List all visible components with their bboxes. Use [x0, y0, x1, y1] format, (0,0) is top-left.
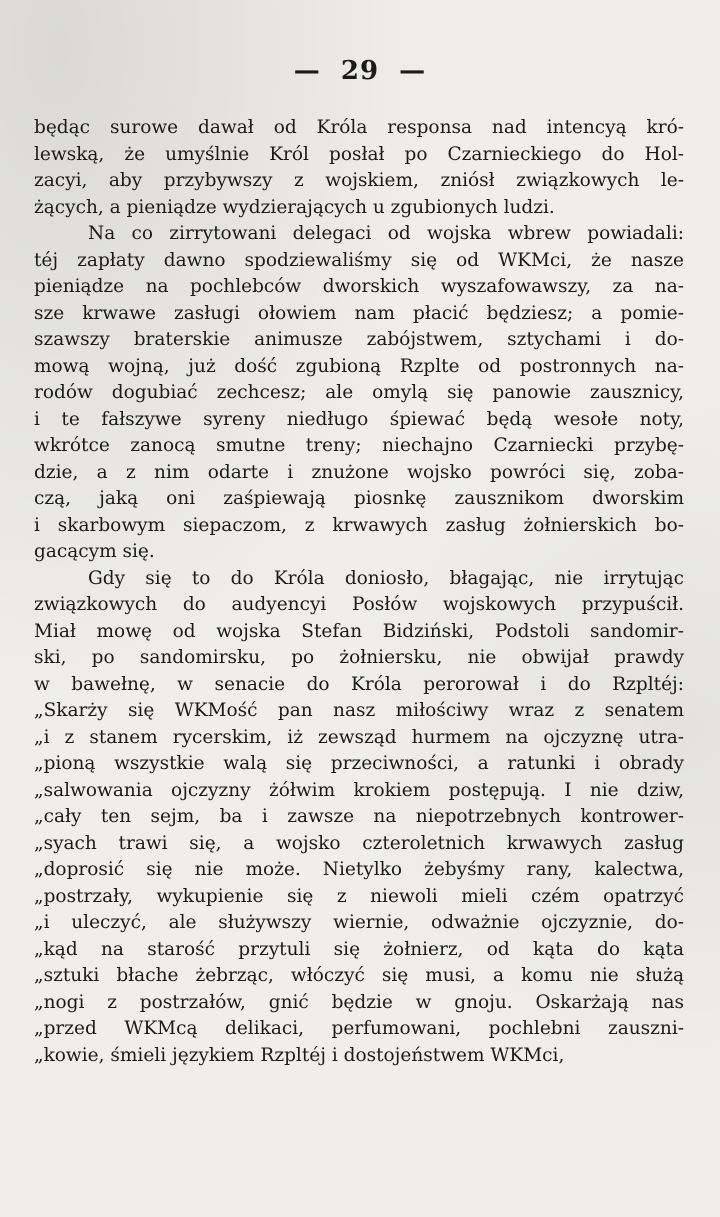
text-line: Miał mowę od wojska Stefan Bidziński, Podstoli sandomir- [34, 620, 684, 642]
text-line: żących, a pieniądze wydzierających u zgubionych ludzi. [34, 196, 555, 218]
text-line: lewską, że umyślnie Król posłał po Czarnieckiego do Hol- [34, 143, 684, 165]
text-line: „postrzały, wykupienie się z niewoli mieli czém opatrzyć [34, 885, 684, 907]
text-line: „Skarży się WKMość pan nasz miłościwy wraz z senatem [34, 700, 684, 721]
text-line: ski, po sandomirsku, po żołniersku, nie obwijał prawdy [34, 647, 684, 668]
text-line: pieniądze na pochlebców dworskich wyszafowawszy, za na- [34, 276, 684, 297]
text-line: Gdy się to do Króla doniosło, błagając, nie irrytując [88, 567, 684, 589]
text-line: „i z stanem rycerskim, iż zewsząd hurmem na ojczyznę utra- [34, 726, 684, 748]
text-line: Na co zirrytowani delegaci od wojska wbrew powiadali: [88, 223, 684, 244]
body-text [34, 115, 684, 1069]
text-line: i skarbowym siepaczom, z krwawych zasług żołnierskich bo- [34, 514, 684, 536]
text-line: dzie, a z nim odarte i znużone wojsko powróci się, zoba- [34, 461, 684, 483]
text-line: „kąd na starość przytuli się żołnierz, od kąta do kąta [34, 938, 684, 960]
text-line: „sztuki błache żebrząc, włóczyć się musi, a komu nie służą [34, 965, 684, 986]
text-line: czą, jaką oni zaśpiewają piosnkę zausznikom dworskim [34, 488, 684, 509]
text-line: „kowie, śmieli językiem Rzpltéj i dostojeństwem WKMci, [34, 1044, 565, 1066]
page-number: — 29 — [293, 56, 427, 86]
text-line: sze krwawe zasługi ołowiem nam płacić będziesz; a pomie- [34, 302, 684, 324]
text-line: „syach trawi się, a wojsko czteroletnich krwawych zasług [34, 832, 684, 854]
text-line: będąc surowe dawał od Króla responsa nad intencyą kró- [34, 117, 684, 138]
text-line: i te fałszywe syreny niedługo śpiewać będą wesołe noty, [34, 408, 684, 430]
text-line: „cały ten sejm, ba i zawsze na niepotrzebnych kontrower- [34, 806, 684, 827]
text-line: wkrótce zanocą smutne treny; niechajno Czarniecki przybę- [34, 435, 684, 456]
text-line: gacącym się. [34, 541, 155, 562]
text-line: mową wojną, już dość zgubioną Rzplte od postronnych na- [34, 355, 684, 377]
text-line: „przed WKMcą delikaci, perfumowani, pochlebni zauszni- [34, 1018, 684, 1039]
text-line: „nogi z postrzałów, gnić będzie w gnoju. Oskarżają nas [34, 991, 684, 1013]
text-line: związkowych do audyencyi Posłów wojskowych przypuścił. [34, 594, 684, 615]
text-line: téj zapłaty dawno spodziewaliśmy się od WKMci, że nasze [34, 249, 684, 271]
text-line: w bawełnę, w senacie do Króla perorował i do Rzpltéj: [34, 673, 684, 695]
text-line: „doprosić się nie może. Nietylko żebyśmy rany, kalectwa, [34, 859, 684, 880]
text-line: rodów dogubiać zechcesz; ale omylą się panowie zausznicy, [34, 382, 684, 403]
text-line: „pioną wszystkie walą się przeciwności, a ratunki i obrady [34, 753, 684, 774]
text-line: „salwowania ojczyzny żółwim krokiem postępują. I nie dziw, [34, 779, 684, 801]
text-line: szawszy braterskie animusze zabójstwem, sztychami i do- [34, 329, 684, 350]
text-line: zacyi, aby przybywszy z wojskiem, zniósł związkowych le- [34, 170, 684, 191]
text-line: „i uleczyć, ale służywszy wiernie, odważnie ojczyznie, do- [34, 912, 684, 933]
